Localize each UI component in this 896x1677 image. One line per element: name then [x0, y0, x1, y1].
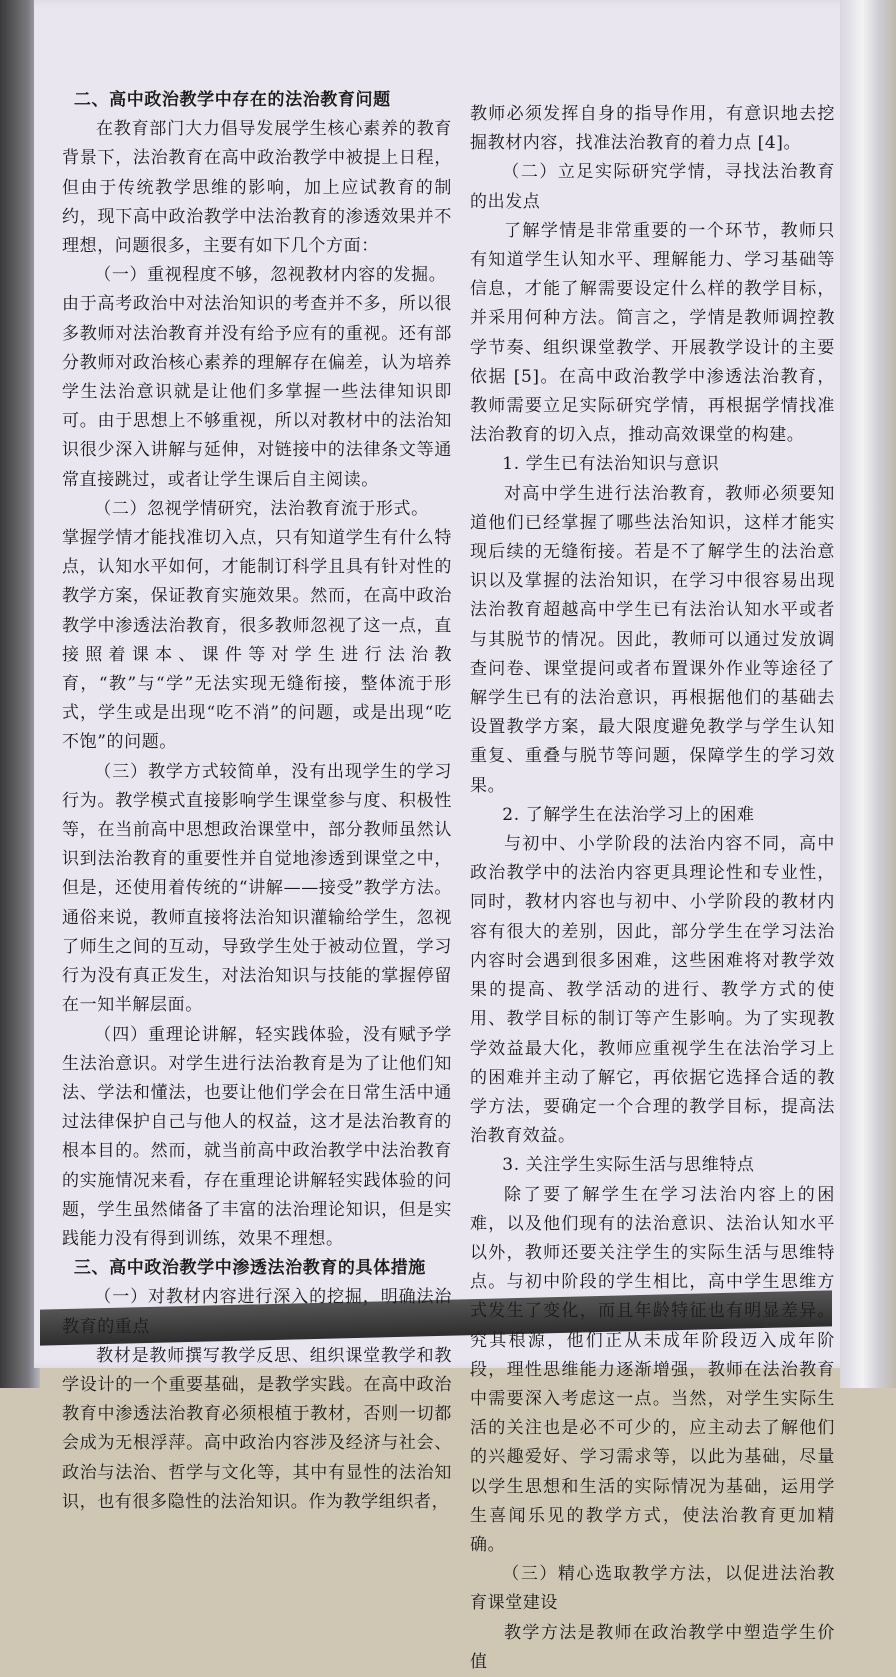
section-heading: 二、高中政治教学中存在的法治教育问题 — [73, 90, 391, 110]
left-column — [62, 86, 452, 1517]
paragraph: 除了要了解学生在学习法治内容上的困难，以及他们现有的法治意识、法治认知水平以外，教师还要关注学生的实际生活与思维特点。与初中阶段的学生相比，高中学生思维方式发生了变化，而且年龄特征也有明显差异。究其根源，他们正从未成年阶段迈入成年阶段，理性思维能力逐渐增强，教师在法治教育中需要深入考虑这一点。当然，对学生实际生活的关注也是必不可少的，应主动去了解他们的兴趣爱好、学习需求等，以此为基础，尽量以学生思想和生活的实际情况为基础，运用学生喜闻乐见的教学方式，使法治教育更加精确。 — [470, 1184, 835, 1555]
subsection-heading: （四）重理论讲解，轻实践体验，没有赋予学生法治意识。对学生进行法治教育是为了让他们知法、学法和懂法，也要让他们学会在日常生活中通过法律保护自己与他人的权益，这才是法治教育的根本目的。然而，就当前高中政治教学中法治教育的实施情况来看，存在重理论讲解轻实践体验的问题，学生虽然储备了丰富的法治理论知识，但是实践能力没有得到训练，效果不理想。 — [62, 1024, 452, 1249]
paragraph-continued: 由于高考政治中对法治知识的考查并不多，所以很多教师对法治教育并没有给予应有的重视。还有部分教师对政治核心素养的理解存在偏差，认为培养学生法治意识就是让他们多掌握一些法律知识即可。由于思想上不够重视，所以对教材中的法治知识很少深入讲解与延伸，对链接中的法律条文等通常直接跳过，或者让学生课后自主阅读。 — [62, 294, 452, 490]
point-heading: 2. 了解学生在法治学习上的困难 — [502, 804, 755, 825]
paragraph: 教材是教师撰写教学反思、组织课堂教学和教学设计的一个重要基础，是教学实践。在高中政治教育中渗透法治教育必须根植于教材，否则一切都会成为无根浮萍。高中政治内容涉及经济与社会、政治与法治、哲学与文化等，其中有显性的法治知识，也有很多隐性的法治知识。作为教学组织者， — [62, 1345, 452, 1512]
paragraph-continued: 掌握学情才能找准切入点，只有知道学生有什么特点，认知水平如何，才能制订科学且具有针对性的教学方案，保证教育实施效果。然而，在高中政治教学中渗透法治教育，很多教师忽视了这一点，直接照着课本、课件等对学生进行法治教育，“教”与“学”无法实现无缝衔接，整体流于形式，学生或是出现“吃不消”的问题，或是出现“吃不饱”的问题。 — [62, 528, 452, 753]
section-heading: 三、高中政治教学中渗透法治教育的具体措施 — [73, 1258, 426, 1279]
paragraph: 对高中学生进行法治教育，教师必须要知道他们已经掌握了哪些法治知识，这样才能实现后续的无缝衔接。若是不了解学生的法治意识以及掌握的法治知识，在学习中很容易出现法治教育超越高中学生已有法治认知水平或者与其脱节的情况。因此，教师可以通过发放调查问卷、课堂提问或者布置课外作业等途径了解学生已有的法治意识，再根据他们的基础去设置教学方案，最大限度避免教学与学生认知重复、重叠与脱节等问题，保障学生的学习效果。 — [470, 483, 835, 796]
subsection-heading: （二）立足实际研究学情，寻找法治教育的出发点 — [470, 162, 835, 212]
paragraph: 了解学情是非常重要的一个环节，教师只有知道学生认知水平、理解能力、学习基础等信息，才能了解需要设定什么样的教学目标，并采用何种方法。简言之，学情是教师调控教学节奏、组织课堂教学、开展教学设计的主要依据 [5]。在高中政治教学中渗透法治教育，教师需要立足实际研究学情，再根据学情找准法治教育的切入点，推动高效课堂的构建。 — [470, 220, 835, 446]
point-heading: 3. 关注学生实际生活与思维特点 — [502, 1155, 755, 1176]
right-column — [470, 100, 835, 1677]
paragraph: 在教育部门大力倡导发展学生核心素养的教育背景下，法治教育在高中政治教学中被提上日程，但由于传统教学思维的影响，加上应试教育的制约，现下高中政治教学中法治教育的渗透效果并不理想，问题很多，主要有如下几个方面： — [62, 119, 452, 257]
subsection-heading: （三）精心选取教学方法，以促进法治教育课堂建设 — [470, 1564, 835, 1614]
subsection-heading: （一）重视程度不够，忽视教材内容的发掘。 — [94, 265, 447, 286]
subsection-heading: （一）对教材内容进行深入的挖掘，明确法治教育的重点 — [62, 1287, 452, 1337]
subsection-heading: （二）忽视学情研究，法治教育流于形式。 — [94, 498, 429, 519]
paragraph: 教学方法是教师在政治教学中塑造学生价值 — [470, 1622, 835, 1672]
paragraph: 与初中、小学阶段的法治内容不同，高中政治教学中的法治内容更具理论性和专业性，同时，教材内容也与初中、小学阶段的教材内容有很大的差别，因此，部分学生在学习法治内容时会遇到很多困难，这些困难将对教学效果的提高、教学活动的进行、教学方式的使用、教学目标的制订等产生影响。为了实现教学效益最大化，教师应重视学生在法治学习上的困难并主动了解它，再依据它选择合适的教学方法，要确定一个合理的教学目标，提高法治教育效益。 — [470, 834, 835, 1147]
point-heading: 1. 学生已有法治知识与意识 — [502, 454, 720, 475]
paragraph-continued: 教师必须发挥自身的指导作用，有意识地去挖掘教材内容，找准法治教育的着力点 [4]。 — [470, 104, 835, 154]
page-edges — [840, 0, 896, 1388]
subsection-heading: （三）教学方式较简单，没有出现学生的学习行为。教学模式直接影响学生课堂参与度、积极性等，在当前高中思想政治课堂中，部分教师虽然认识到法治教育的重要性并自觉地渗透到课堂之中，但是，还使用着传统的“讲解——接受”教学方法。通俗来说，教师直接将法治知识灌输给学生，忽视了师生之间的互动，导致学生处于被动位置，学习行为没有真正发生，对法治知识与技能的掌握停留在一知半解层面。 — [62, 761, 452, 1016]
